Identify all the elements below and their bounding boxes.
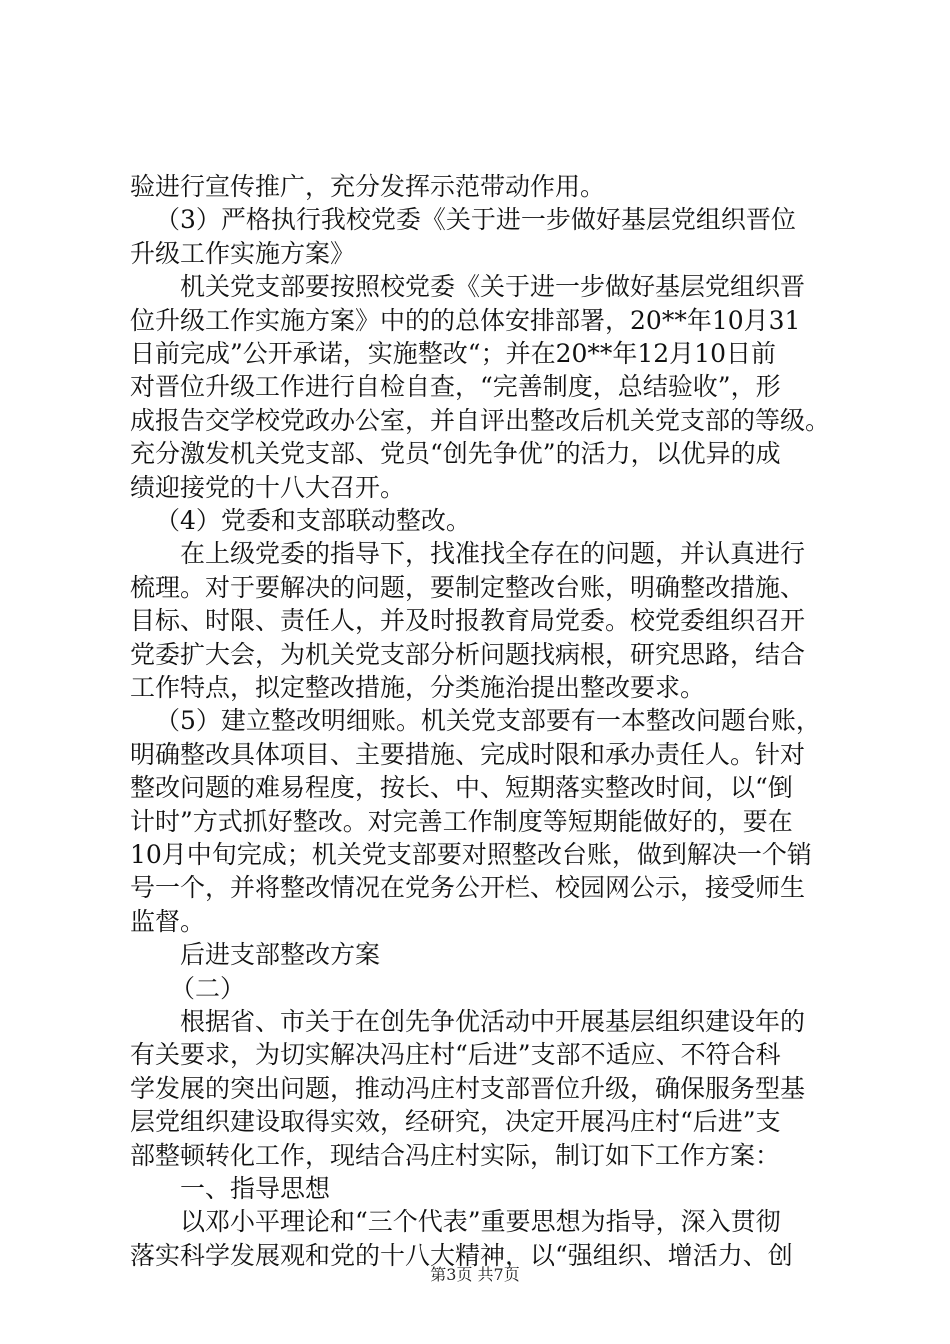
text-line: 以邓小平理论和“三个代表”重要思想为指导，深入贯彻 (180, 1207, 781, 1236)
text-line: 机关党支部要按照校党委《关于进一步做好基层党组织晋 (180, 272, 806, 301)
text-line: 升级工作实施方案》 (130, 239, 356, 268)
text-line: 验进行宣传推广，充分发挥示范带动作用。 (130, 172, 606, 201)
text-line: 梳理。对于要解决的问题，要制定整改台账，明确整改措施、 (130, 573, 806, 602)
text-line: 目标、时限、责任人，并及时报教育局党委。校党委组织召开 (130, 606, 806, 635)
section-subtitle: （二） (170, 974, 246, 1003)
text-line: 工作特点，拟定整改措施，分类施治提出整改要求。 (130, 673, 706, 702)
text-line: 层党组织建设取得实效，经研究，决定开展冯庄村“后进”支 (130, 1107, 781, 1136)
text-line: 对晋位升级工作进行自检自查，“完善制度，总结验收”，形 (130, 372, 781, 401)
text-line: 在上级党委的指导下，找准找全存在的问题，并认真进行 (180, 539, 806, 568)
text-line: （3）严格执行我校党委《关于进一步做好基层党组织晋位 (155, 205, 796, 234)
text-line: 党委扩大会，为机关党支部分析问题找病根，研究思路，结合 (130, 640, 806, 669)
text-line: 10月中旬完成；机关党支部要对照整改台账，做到解决一个销 (130, 840, 812, 869)
text-line: 根据省、市关于在创先争优活动中开展基层组织建设年的 (180, 1007, 806, 1036)
text-line: 整改问题的难易程度，按长、中、短期落实整改时间，以“倒 (130, 773, 793, 802)
text-line: 计时”方式抓好整改。对完善工作制度等短期能做好的，要在 (130, 807, 793, 836)
text-line: 绩迎接党的十八大召开。 (130, 473, 406, 502)
text-line: 监督。 (130, 907, 206, 936)
text-line: 学发展的突出问题，推动冯庄村支部晋位升级，确保服务型基 (130, 1074, 806, 1103)
text-line: 明确整改具体项目、主要措施、完成时限和承办责任人。针对 (130, 740, 806, 769)
text-line: 日前完成”公开承诺，实施整改“；并在20**年12月10日前 (130, 339, 776, 368)
text-line: 成报告交学校党政办公室，并自评出整改后机关党支部的等级。 (130, 406, 831, 435)
text-line: （4）党委和支部联动整改。 (155, 506, 471, 535)
text-line: 落实科学发展观和党的十八大精神，以“强组织、增活力、创 (130, 1241, 793, 1270)
text-line: 位升级工作实施方案》中的的总体安排部署，20**年10月31 (130, 306, 801, 335)
text-line: 充分激发机关党支部、党员“创先争优”的活力，以优异的成 (130, 439, 781, 468)
section-heading: 一、指导思想 (180, 1174, 331, 1203)
text-line: （5）建立整改明细账。机关党支部要有一本整改问题台账， (155, 706, 821, 735)
section-title: 后进支部整改方案 (180, 940, 381, 969)
text-line: 号一个，并将整改情况在党务公开栏、校园网公示，接受师生 (130, 873, 806, 902)
page-number-footer: 第3页 共7页 (430, 1265, 520, 1284)
text-line: 部整顿转化工作，现结合冯庄村实际，制订如下工作方案： (130, 1141, 781, 1170)
text-line: 有关要求，为切实解决冯庄村“后进”支部不适应、不符合科 (130, 1040, 781, 1069)
